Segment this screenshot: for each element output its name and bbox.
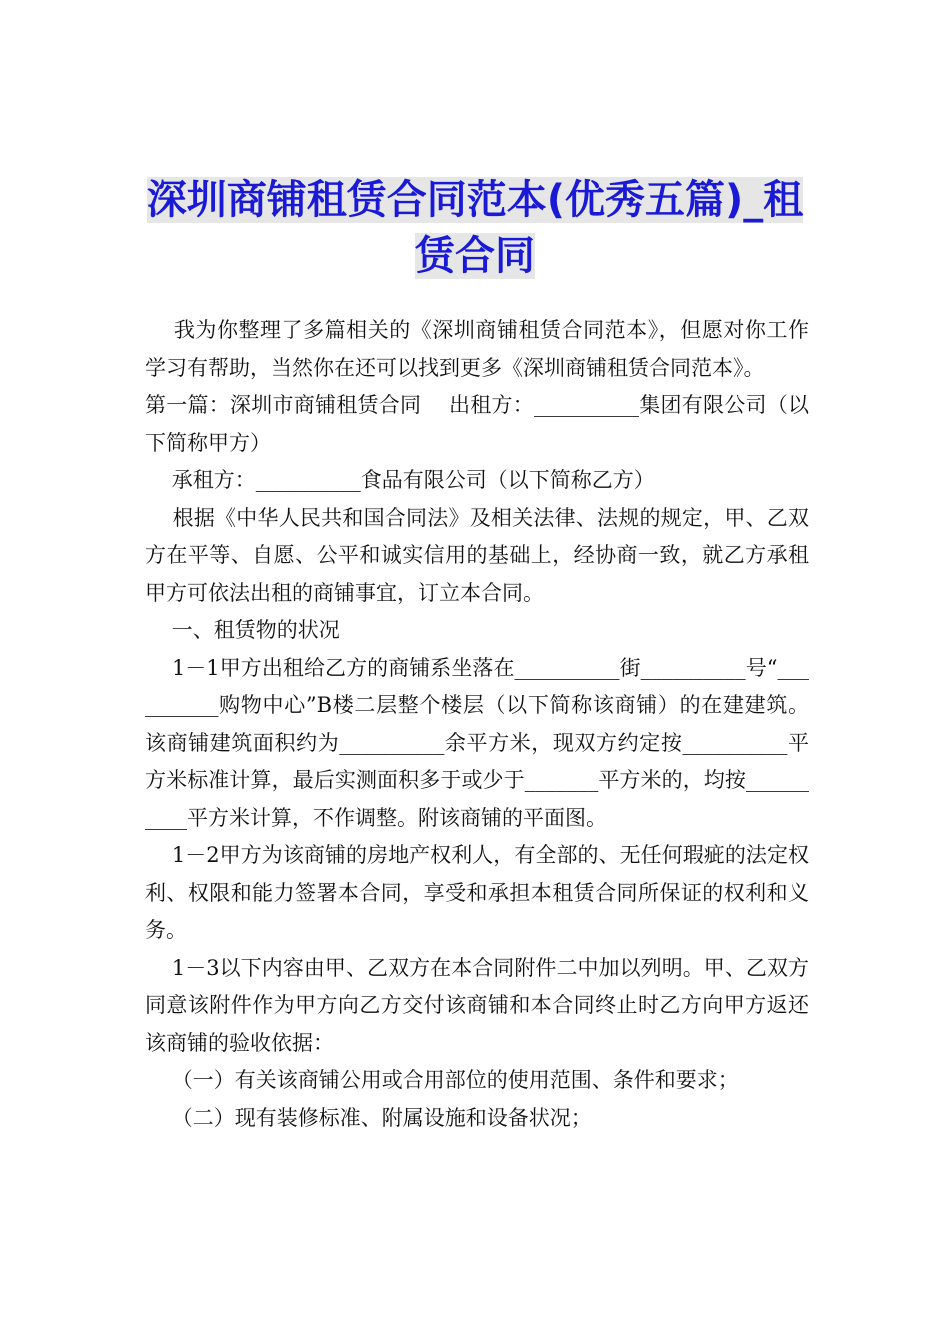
document-body xyxy=(145,312,809,1137)
document-title-text: 深圳商铺租赁合同范本(优秀五篇)_租赁合同 xyxy=(146,177,804,279)
list-item-2: （二）现有装修标准、附属设施和设备状况； xyxy=(145,1105,592,1130)
paragraph-legal-basis: 根据《中华人民共和国合同法》及相关法律、法规的规定，甲、乙双方在平等、自愿、公平和诚实信用的基础上，经协商一致，就乙方承租甲方可依法出租的商铺事宜，订立本合同。 xyxy=(145,505,810,605)
paragraph-intro: 我为你整理了多篇相关的《深圳商铺租赁合同范本》，但愿对你工作学习有帮助，当然你在还可以找到更多《深圳商铺租赁合同范本》。 xyxy=(145,318,809,380)
list-item-1: （一）有关该商铺公用或合用部位的使用范围、条件和要求； xyxy=(145,1068,739,1092)
section-heading-leased-property: 一、租赁物的状况 xyxy=(145,618,340,642)
document-title xyxy=(140,172,810,284)
clause-1-1: 1－1甲方出租给乙方的商铺系坐落在__________街__________号“__________购物中心”B楼二层整个楼层（以下简称该商铺）的在建建筑。该商铺建筑面积约为__________余平方米，现双方约定按__________平方米标准计算，最后实测面积多于或少于_______平方米的，均按__________平方米计算，不作调整。附该商铺的平面图。 xyxy=(145,655,809,830)
paragraph-first-article-lessor: 第一篇：深圳市商铺租赁合同 出租方：__________集团有限公司（以下简称甲方） xyxy=(145,393,809,455)
paragraph-lessee: 承租方：__________食品有限公司（以下简称乙方） xyxy=(145,468,655,492)
clause-1-2: 1－2甲方为该商铺的房地产权利人，有全部的、无任何瑕疵的法定权利、权限和能力签署本合同，享受和承担本租赁合同所保证的权利和义务。 xyxy=(145,843,809,942)
clause-1-3: 1－3以下内容由甲、乙双方在本合同附件二中加以列明。甲、乙双方同意该附件作为甲方向乙方交付该商铺和本合同终止时乙方向甲方返还该商铺的验收依据： xyxy=(145,955,809,1055)
